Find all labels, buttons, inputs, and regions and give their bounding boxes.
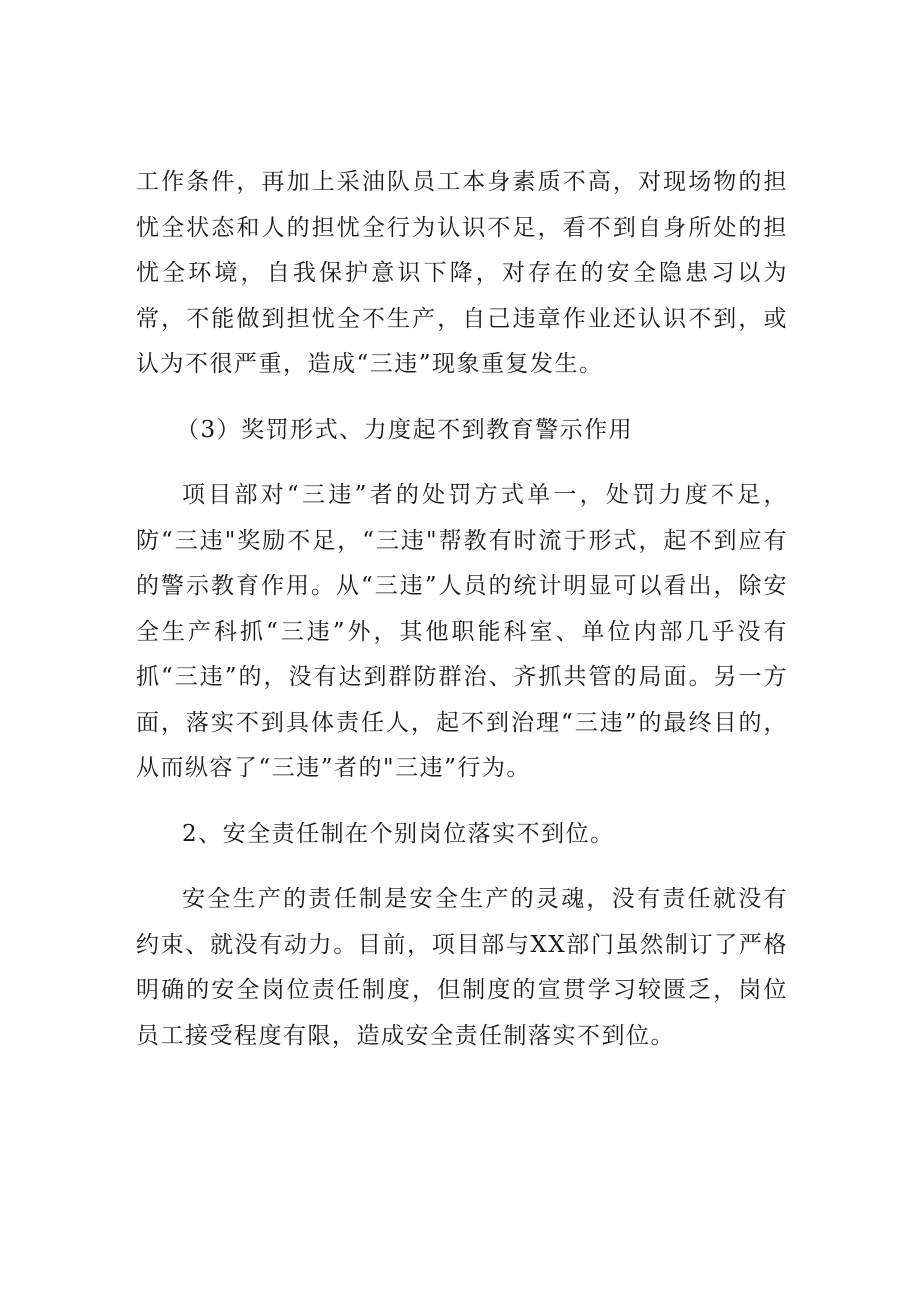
subheading-rewards-penalties: （3）奖罚形式、力度起不到教育警示作用	[176, 416, 634, 443]
paragraph-continuation: 工作条件，再加上采油队员工本身素质不高，对现场物的担忧全状态和人的担忧全行为认识不足，看不到自身所处的担忧全环境，自我保护意识下降，对存在的安全隐患习以为常，不能做到担忧全不生产，自己违章作业还认识不到，或认为不很严重，造成“三违”现象重复发生。	[136, 169, 788, 377]
paragraph-responsibility-system: 安全生产的责任制是安全生产的灵魂，没有责任就没有约束、就没有动力。目前，项目部与XX部门虽然制订了严格明确的安全岗位责任制度，但制度的宣贯学习较匮乏，岗位员工接受程度有限，造成安全责任制落实不到位。	[136, 886, 788, 1049]
heading-responsibility-system: 2、安全责任制在个别岗位落实不到位。	[182, 820, 615, 847]
document-body	[136, 160, 788, 1079]
paragraph-penalty-methods: 项目部对“三违”者的处罚方式单一，处罚力度不足，防“三违"奖励不足，“三违"帮教有时流于形式，起不到应有的警示教育作用。从“三违”人员的统计明显可以看出，除安全生产科抓“三违”外，其他职能科室、单位内部几乎没有抓“三违”的，没有达到群防群治、齐抓共管的局面。另一方面，落实不到具体责任人，起不到治理“三违”的最终目的，从而纵容了“三违”者的"三违”行为。	[136, 482, 788, 781]
